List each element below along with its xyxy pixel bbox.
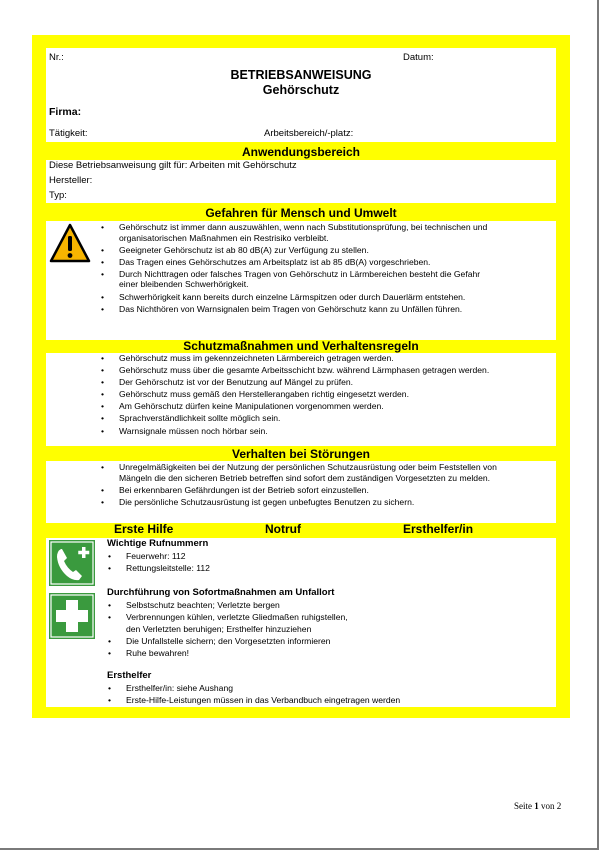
footer-page-number: 1	[534, 801, 539, 811]
datum-label: Datum:	[403, 52, 434, 63]
list-item: • Schwerhörigkeit kann bereits durch einzelne Lärmspitzen oder durch Dauerlärm entstehen.	[99, 292, 499, 303]
list-item: • Rettungsleitstelle: 112	[106, 563, 546, 574]
sofortmassnahmen-list	[106, 600, 546, 660]
stoerungen-box	[46, 461, 556, 523]
gefahren-list	[99, 222, 499, 316]
arbeitsbereich-label: Arbeitsbereich/-platz:	[264, 128, 354, 139]
list-item: • Gehörschutz muss über die gesamte Arbeitsschicht bzw. während Lärmphasen getragen werden.	[99, 365, 499, 376]
first-aid-cross-icon	[49, 593, 95, 644]
list-item: • Das Nichthören von Warnsignalen beim Tragen von Gehörschutz kann zu Unfällen führen.	[99, 304, 499, 315]
warning-triangle-icon	[49, 223, 91, 270]
erste-hilfe-box	[46, 538, 556, 707]
schutz-list	[99, 353, 499, 438]
list-item: • Erste-Hilfe-Leistungen müssen in das Verbandbuch eingetragen werden	[106, 695, 546, 706]
hersteller-label: Hersteller:	[49, 175, 93, 186]
list-item: • Die persönliche Schutzausrüstung ist gegen unbefugtes Benutzen zu sichern.	[99, 497, 499, 508]
sofortmassnahmen-title: Durchführung von Sofortmaßnahmen am Unfallort	[107, 587, 335, 598]
nr-label: Nr.:	[49, 52, 64, 63]
typ-label: Typ:	[49, 190, 67, 201]
document-title: BETRIEBSANWEISUNG	[230, 68, 372, 82]
list-item: • Gehörschutz ist immer dann auszuwählen, wenn nach Substitutionsprüfung, bei technischen und organisatorischen Maßnahmen ein Restrisiko verbleibt.	[99, 222, 499, 243]
list-item: • Warnsignale müssen noch hörbar sein.	[99, 426, 499, 437]
schutzmassnahmen-box	[46, 353, 556, 446]
section-heading-anwendungsbereich: Anwendungsbereich	[241, 145, 360, 159]
section-heading-erste-hilfe: Erste Hilfe	[114, 522, 174, 536]
list-item: • Sprachverständlichkeit sollte möglich sein.	[99, 413, 499, 424]
list-item: • Feuerwehr: 112	[106, 551, 546, 562]
gilt-fuer-text: Diese Betriebsanweisung gilt für: Arbeiten mit Gehörschutz	[49, 160, 297, 171]
footer-total-pages: 2	[556, 801, 562, 811]
firma-label: Firma:	[49, 106, 82, 118]
ersthelfer-title: Ersthelfer	[107, 670, 152, 681]
list-item: • Gehörschutz muss im gekennzeichneten Lärmbereich getragen werden.	[99, 353, 499, 364]
document-subtitle: Gehörschutz	[262, 83, 340, 97]
section-heading-notruf: Notruf	[265, 522, 301, 536]
list-item: • Die Unfallstelle sichern; den Vorgesetzten informieren	[106, 636, 546, 647]
section-heading-schutzmassnahmen: Schutzmaßnahmen und Verhaltensregeln	[183, 339, 419, 353]
list-item: • Ruhe bewahren!	[106, 648, 546, 659]
section-heading-stoerungen: Verhalten bei Störungen	[231, 447, 371, 461]
document-frame	[32, 35, 570, 718]
section-heading-ersthelfer: Ersthelfer/in	[403, 522, 474, 536]
rufnummern-list	[106, 551, 546, 575]
anwendungsbereich-box	[46, 160, 556, 203]
list-item: • Selbstschutz beachten; Verletzte bergen	[106, 600, 546, 611]
emergency-phone-icon	[49, 540, 95, 591]
ersthelfer-list	[106, 683, 546, 707]
taetigkeit-label: Tätigkeit:	[49, 128, 88, 139]
gefahren-box	[46, 221, 556, 340]
list-item: • Verbrennungen kühlen, verletzte Gliedmaßen ruhigstellen,	[106, 612, 546, 623]
list-item: • Das Tragen eines Gehörschutzes am Arbeitsplatz ist ab 85 dB(A) vorgeschrieben.	[99, 257, 499, 268]
list-item: • Gehörschutz muss gemäß den Herstellerangaben richtig eingesetzt werden.	[99, 389, 499, 400]
header-box	[46, 48, 556, 142]
list-item: • Bei erkennbaren Gefährdungen ist der Betrieb sofort einzustellen.	[99, 485, 499, 496]
list-item: • Der Gehörschutz ist vor der Benutzung auf Mängel zu prüfen.	[99, 377, 499, 388]
list-item: • Ersthelfer/in: siehe Aushang	[106, 683, 546, 694]
list-item-continuation: den Verletzten beruhigen; Ersthelfer hinzuziehen	[126, 624, 312, 635]
list-item: • Geeigneter Gehörschutz ist ab 80 dB(A) zur Verfügung zu stellen.	[99, 245, 499, 256]
footer-von-label: von	[541, 801, 555, 811]
list-item: • Durch Nichttragen oder falsches Tragen von Gehörschutz in Lärmbereichen besteht die Gefahr einer bleibenden Schwerhörigkeit.	[99, 269, 499, 290]
stoerungen-list	[99, 462, 499, 509]
rufnummern-title: Wichtige Rufnummern	[107, 538, 209, 549]
page-footer	[514, 801, 561, 811]
list-item: • Am Gehörschutz dürfen keine Manipulationen vorgenommen werden.	[99, 401, 499, 412]
footer-seite-label: Seite	[514, 801, 532, 811]
section-heading-gefahren: Gefahren für Mensch und Umwelt	[205, 206, 397, 220]
list-item: • Unregelmäßigkeiten bei der Nutzung der persönlichen Schutzausrüstung oder beim Feststellen von Mängeln die den sicheren Betrieb betreffen sind sofort dem zuständigen Vorgesetzten zu melden.	[99, 462, 499, 483]
